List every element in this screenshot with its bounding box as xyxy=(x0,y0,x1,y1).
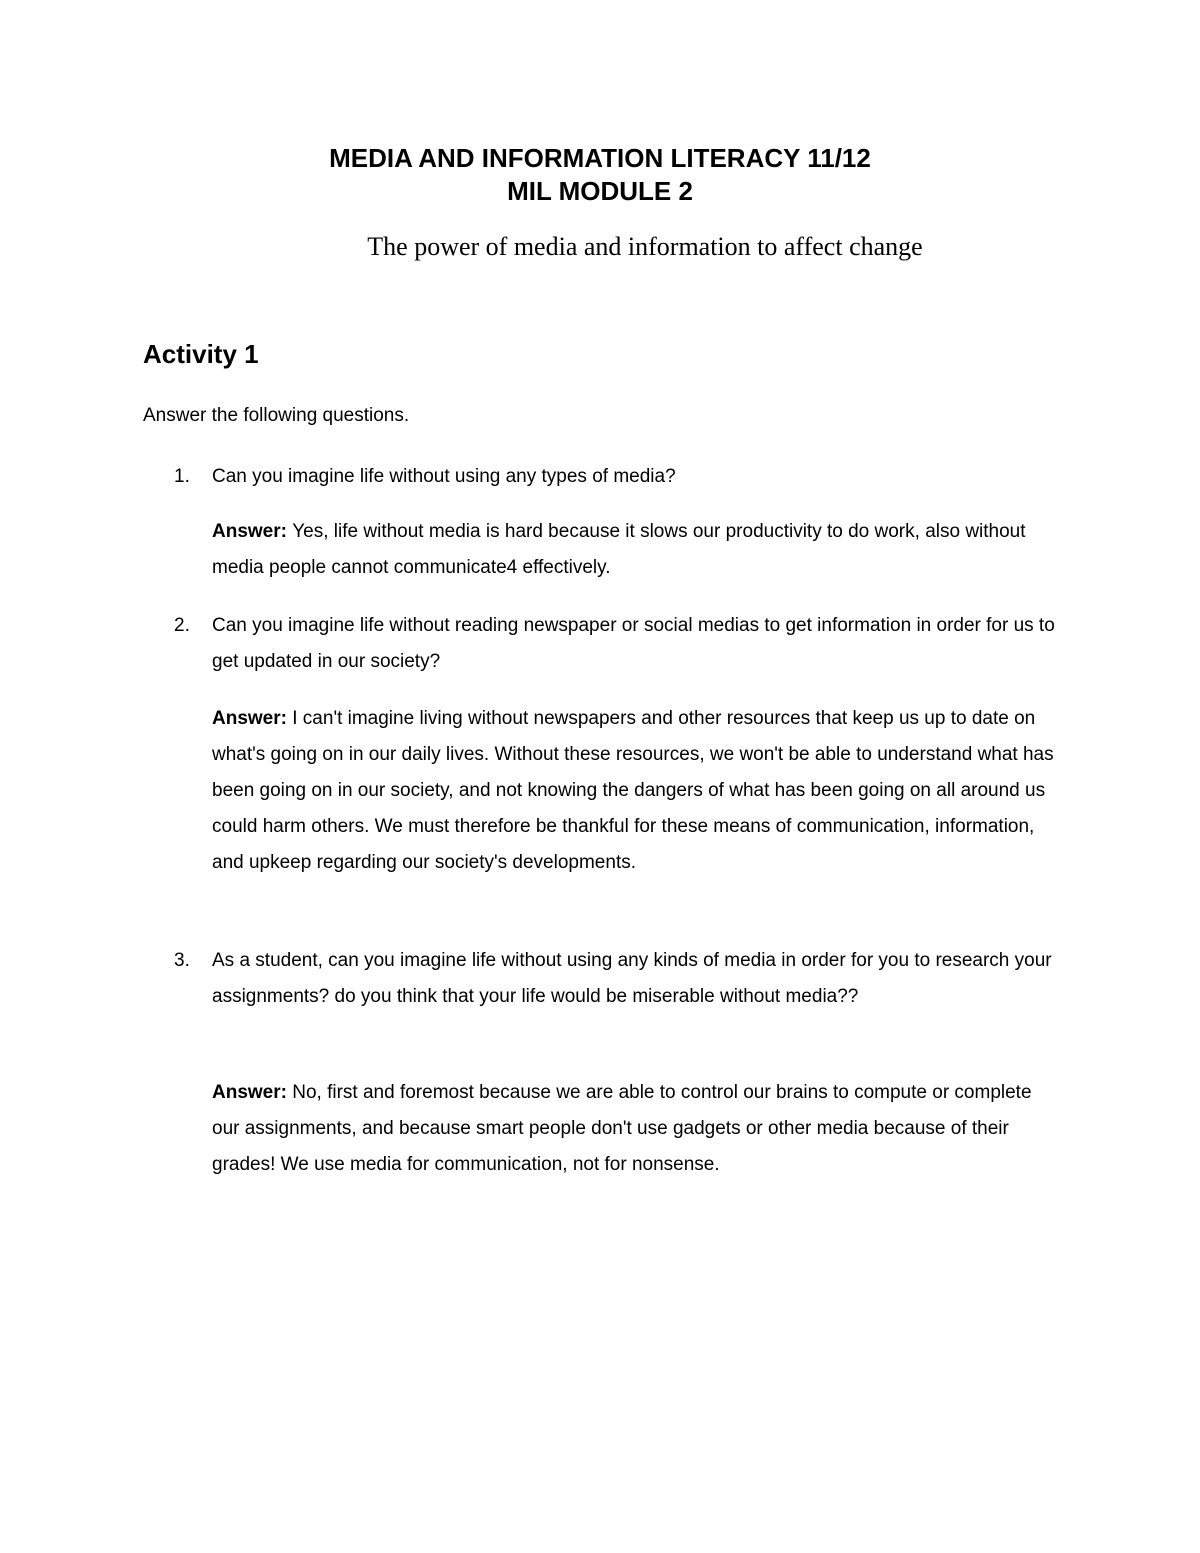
answer-text: I can't imagine living without newspapers and other resources that keep us up to date on what's going on in our daily lives. Without these resources, we won't be able to understand what has been going on in our society, and not knowing the dangers of what has been going on all around us could harm others. We must therefore be thankful for these means of communication, information, and upkeep regarding our society's developments. xyxy=(212,708,1054,873)
document-subtitle: The power of media and information to affect change xyxy=(367,232,923,261)
answer-label: Answer: xyxy=(212,708,293,729)
document-title-line-2: MIL MODULE 2 xyxy=(507,176,693,206)
question-text: As a student, can you imagine life without using any kinds of media in order for you to research your assignments? do you think that your life would be miserable without media?? xyxy=(212,950,1052,1007)
answer-block xyxy=(212,514,1062,586)
question-number: 1. xyxy=(174,466,190,487)
activity-heading: Activity 1 xyxy=(143,339,259,369)
question-number: 2. xyxy=(174,615,190,636)
question-number: 3. xyxy=(174,950,190,971)
document-title-line-1: MEDIA AND INFORMATION LITERACY 11/12 xyxy=(329,143,871,173)
answer-label: Answer: xyxy=(212,1082,293,1103)
answer-text: No, first and foremost because we are able to control our brains to compute or complete our assignments, and because smart people don't use gadgets or other media because of their grades! We use media for communication, not for nonsense. xyxy=(212,1082,1032,1175)
answer-block xyxy=(212,1075,1062,1183)
question-text: Can you imagine life without reading newspaper or social medias to get information in order for us to get updated in our society? xyxy=(212,615,1055,672)
answer-label: Answer: xyxy=(212,521,293,542)
instructions-text: Answer the following questions. xyxy=(143,405,410,426)
answer-block xyxy=(212,701,1062,881)
question-text: Can you imagine life without using any types of media? xyxy=(212,466,676,487)
answer-text: Yes, life without media is hard because it slows our productivity to do work, also without media people cannot communicate4 effectively. xyxy=(212,521,1026,578)
